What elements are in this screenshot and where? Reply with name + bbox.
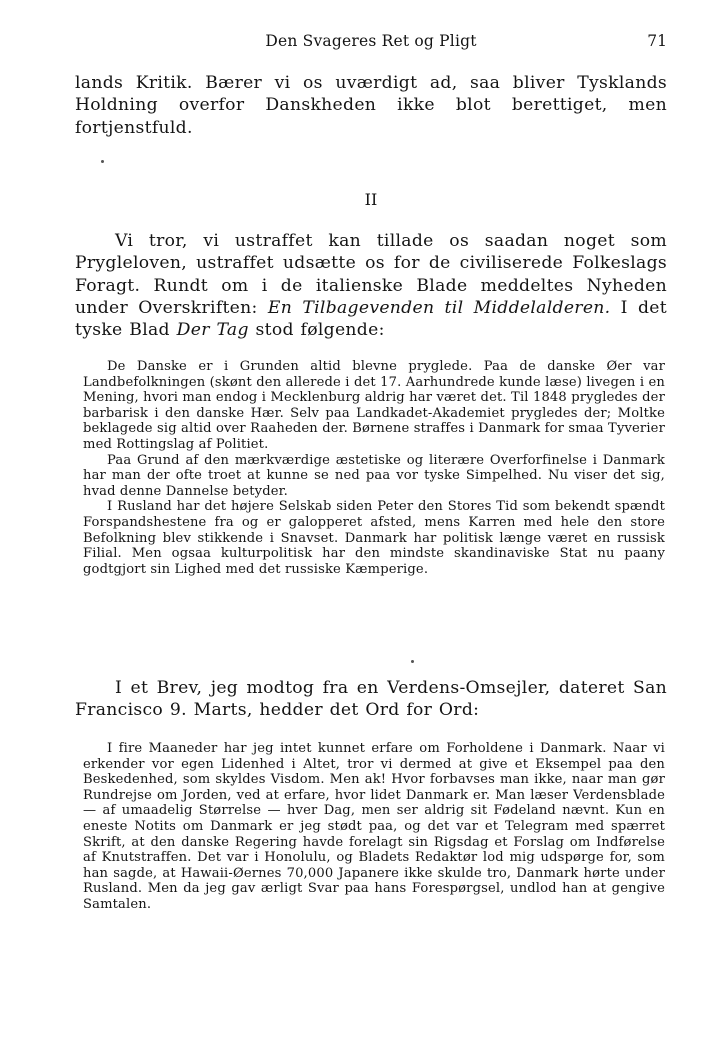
paragraph-intro-text-b: I det tyske Blad: [75, 297, 667, 341]
speck-mark: [101, 160, 104, 163]
speck-mark: [411, 660, 414, 663]
quote-paragraph: De Danske er i Grunden altid blevne pryglede. Paa de danske Øer var Landbefolkningen (skønt den allerede i det 17. Aarhundrede kunde læse) livegen i en Mening, hvori man endog i Mecklenburg aldrig har været det. Til 1848 prygledes der barbarisk i den danske Hær. Selv paa Landkadet-Akademiet prygledes der; Moltke beklagede sig altid over Raaheden der. Børnene straffes i Danmark for smaa Tyverier med Rottingslag af Politiet.: [83, 359, 665, 452]
paragraph-letter-intro: I et Brev, jeg modtog fra en Verdens-Omsejler, dateret San Francisco 9. Marts, hedder det Ord for Ord:: [75, 678, 667, 721]
quote-paragraph: I Rusland har det højere Selskab siden Peter den Stores Tid som bekendt spændt Forspandshestene fra og er galopperet afsted, mens Karren med hele den store Befolkning blev stikkende i Snavset. Danmark har politisk længe været en russisk Filial. Men ogsaa kulturpolitisk har den mindste skandinaviske Stat nu paany godtgjort sin Lighed med det russiske Kæmperige.: [83, 499, 665, 577]
paragraph-continuation: lands Kritik. Bærer vi os uværdigt ad, saa bliver Tysklands Holdning overfor Danskheden ikke blot berettiget, men fortjenstfuld.: [75, 73, 667, 138]
block-quote-letter: [83, 741, 665, 913]
italic-headline: En Tilbagevenden til Middelalderen.: [267, 297, 611, 318]
quote-paragraph: I fire Maaneder har jeg intet kunnet erfare om Forholdene i Danmark. Naar vi erkender vor egen Lidenhed i Altet, tror vi dermed at give et Eksempel paa den Beskedenhed, som skyldes Visdom. Men ak! Hvor forbavses man ikke, naar man gør Rundrejse om Jorden, ved at erfare, hvor lidet Danmark er. Man læser Verdensblade — af umaadelig Størrelse — hver Dag, men ser aldrig sit Fødeland nævnt. Kun en eneste Notits om Danmark er jeg stødt paa, og det var et Telegram med spærret Skrift, at den danske Regering havde forelagt sin Rigsdag et Forslag om Indførelse af Knutstraffen. Det var i Honolulu, og Bladets Redaktør lod mig udspørge for, som han sagde, at Hawaii-Øernes 70,000 Japanere ikke skulde tro, Danmark hørte under Rusland. Men da jeg gav ærligt Svar paa hans Forespørgsel, undlod han at gengive Samtalen.: [83, 741, 665, 912]
paragraph-intro: [75, 230, 667, 341]
newspaper-name: Der Tag: [176, 320, 249, 341]
paragraph-intro-text-c: stod følgende:: [248, 320, 385, 341]
running-title: Den Svageres Ret og Pligt: [265, 32, 477, 50]
block-quote-der-tag: [83, 359, 665, 577]
section-heading: II: [364, 190, 378, 209]
running-header: [75, 32, 667, 54]
quote-paragraph: Paa Grund af den mærkværdige æstetiske og literære Overforfinelse i Danmark har man der ofte troet at kunne se ned paa vor tyske Simpelhed. Nu viser det sig, hvad denne Dannelse betyder.: [83, 452, 665, 499]
paragraph-intro-text-a: Vi tror, vi ustraffet kan tillade os saadan noget som Prygleloven, ustraffet udsætte os for de civiliserede Folkeslags Foragt. Rundt om i de italienske Blade meddeltes Nyheden under Overskriften:: [75, 231, 667, 318]
page-number: 71: [647, 32, 667, 50]
